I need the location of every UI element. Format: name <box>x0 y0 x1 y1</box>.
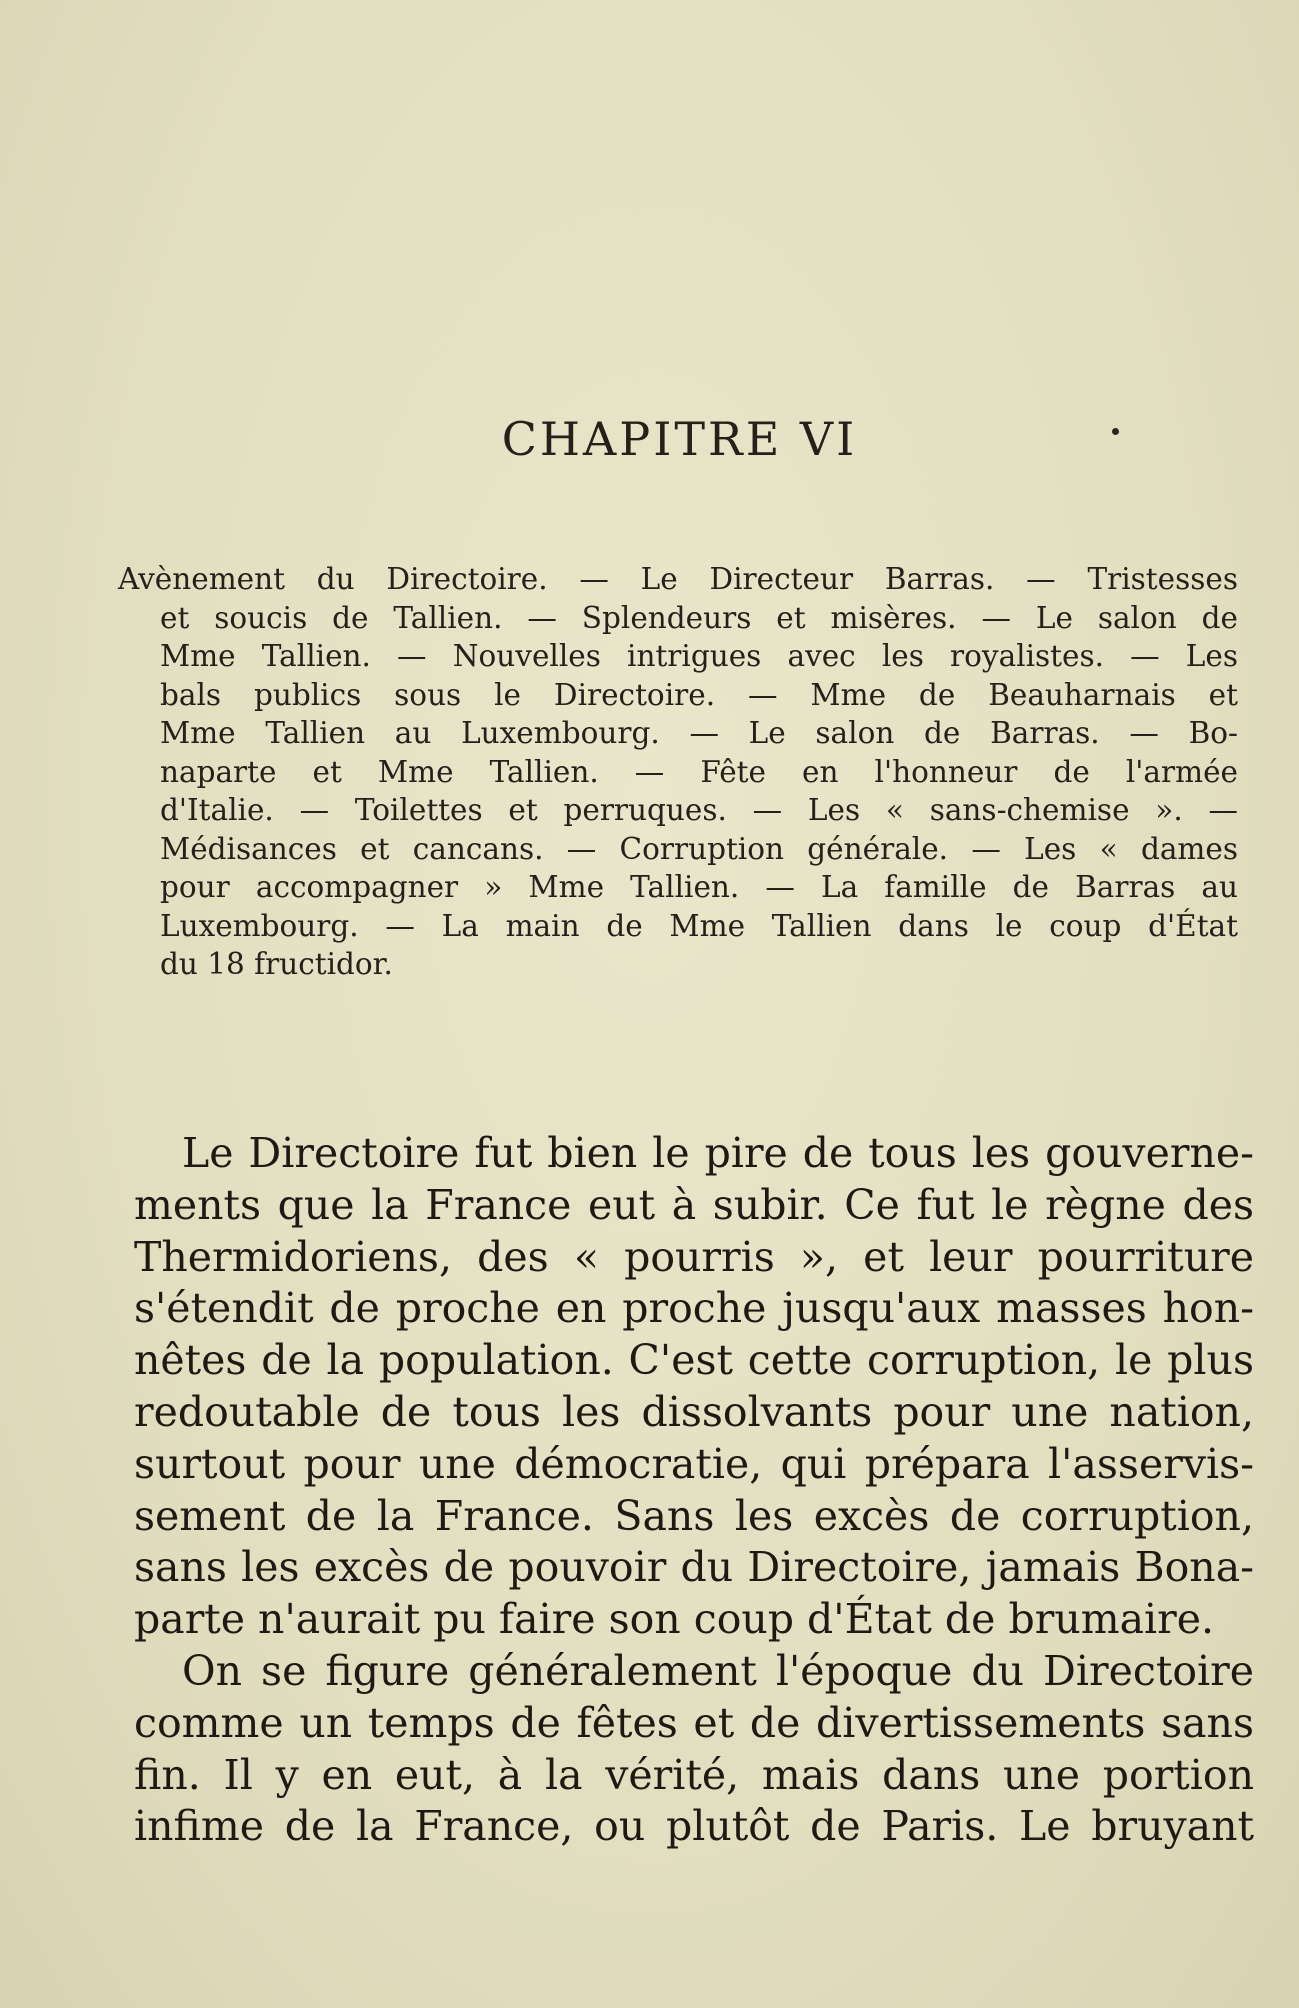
summary-line: pour accompagner » Mme Tallien. — La famille de Barras au <box>160 870 1238 904</box>
summary-line: du 18 fructidor. <box>160 947 393 981</box>
summary-line: Mme Tallien au Luxembourg. — Le salon de Barras. — Bo- <box>160 716 1238 750</box>
summary-line: et soucis de Tallien. — Splendeurs et misères. — Le salon de <box>160 600 1238 635</box>
summary-line: Luxembourg. — La main de Mme Tallien dans le coup d'État <box>160 908 1238 943</box>
summary-line: d'Italie. — Toilettes et perruques. — Les « sans-chemise ». — <box>160 793 1238 827</box>
body-line: nêtes de la population. C'est cette corruption, le plus <box>134 1336 1254 1385</box>
body-line: Le Directoire fut bien le pire de tous les gouverne- <box>182 1129 1254 1177</box>
summary-line: Médisances et cancans. — Corruption générale. — Les « dames <box>160 831 1238 866</box>
body-line: surtout pour une démocratie, qui prépara l'asservis- <box>134 1439 1254 1488</box>
ink-speck <box>1112 428 1119 435</box>
body-line: Thermidoriens, des « pourris », et leur pourriture <box>134 1232 1254 1281</box>
body-text <box>134 1128 1254 1853</box>
body-line: ments que la France eut à subir. Ce fut le règne des <box>134 1180 1254 1229</box>
body-line: parte n'aurait pu faire son coup d'État de brumaire. <box>134 1595 1215 1644</box>
summary-line: naparte et Mme Tallien. — Fête en l'honneur de l'armée <box>160 754 1238 789</box>
chapter-summary <box>118 560 1238 984</box>
body-line: comme un temps de fêtes et de divertissements sans <box>134 1698 1254 1747</box>
body-line: infime de la France, ou plutôt de Paris. Le bruyant <box>134 1802 1254 1851</box>
body-line: On se figure généralement l'époque du Directoire <box>182 1646 1254 1695</box>
body-line: sans les excès de pouvoir du Directoire, jamais Bona- <box>134 1543 1254 1592</box>
body-line: s'étendit de proche en proche jusqu'aux masses hon- <box>134 1284 1254 1333</box>
body-line: redoutable de tous les dissolvants pour une nation, <box>134 1387 1254 1436</box>
body-line: fin. Il y en eut, à la vérité, mais dans une portion <box>134 1750 1254 1799</box>
summary-line: bals publics sous le Directoire. — Mme de Beauharnais et <box>160 677 1238 712</box>
summary-line: Mme Tallien. — Nouvelles intrigues avec les royalistes. — Les <box>160 639 1238 673</box>
body-line: sement de la France. Sans les excès de corruption, <box>134 1491 1254 1540</box>
chapter-title: CHAPITRE VI <box>501 412 858 466</box>
summary-line: Avènement du Directoire. — Le Directeur Barras. — Tristesses <box>118 562 1238 596</box>
